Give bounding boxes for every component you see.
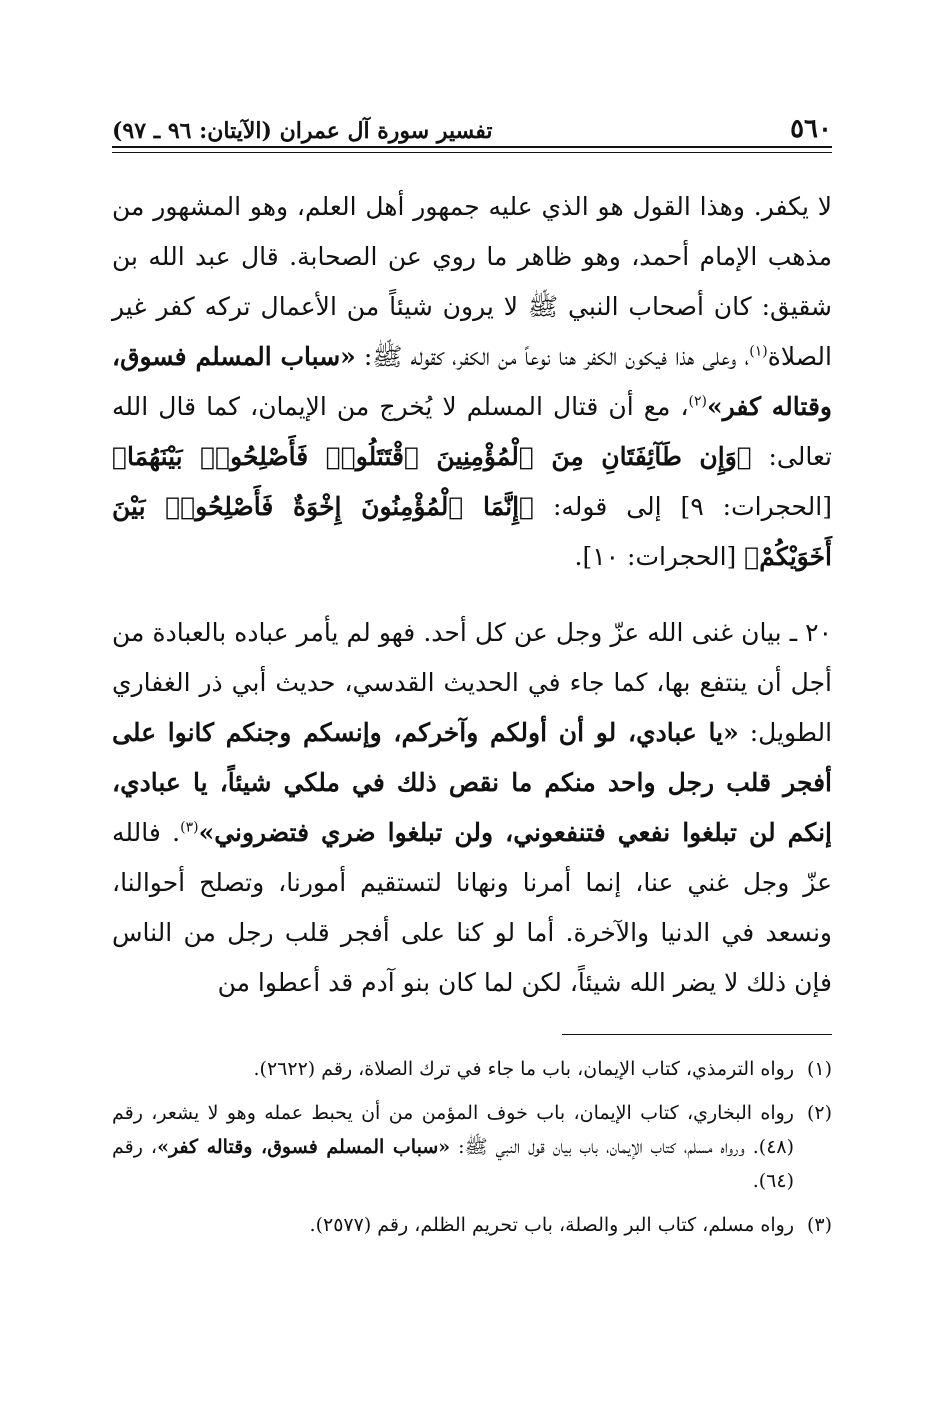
running-title: تفسير سورة آل عمران (الآيتان: ٩٦ ـ ٩٧) (112, 118, 493, 144)
text-span: ٢٠ ـ بيان غنى الله عزّ وجل عن كل أحد. فهو لم يأمر عباده بالعبادة من أجل أن ينتفع بها، كما جاء في الحديث القدسي، حديث أبي ذر الغفاري الطويل: (112, 618, 833, 747)
footnote-text: رواه مسلم، كتاب البر والصلة، باب تحريم الظلم، رقم (٢٥٧٧). (309, 1214, 794, 1236)
footnote-ref-2: (٢) (688, 393, 707, 410)
paragraph-2 (112, 608, 832, 1008)
footnote-separator (562, 1034, 832, 1035)
page-header (112, 104, 832, 144)
text-span: ، مع أن قتال المسلم لا يُخرج من الإيمان، كما قال الله تعالى: (112, 392, 832, 471)
footnote-number: (١) (806, 1058, 832, 1080)
hadith-quote: «سباب المسلم فسوق، وقتاله كفر» (157, 1136, 451, 1158)
paragraph-1 (112, 182, 832, 582)
footnote-2 (112, 1096, 832, 1198)
text-span: لا يكفر. وهذا القول هو الذي عليه جمهور أهل العلم، وهو المشهور من مذهب الإمام أحمد، وهو ظاهر ما روي عن الصحابة. قال عبد الله بن شقيق: كان أصحاب النبي ﷺ لا يرون شيئاً من الأعمال تركه كفر غير الصلاة (112, 192, 832, 371)
footnote-number: (٢) (806, 1102, 832, 1124)
page-number: ٥٦٠ (790, 114, 832, 144)
footnote-number: (٣) (806, 1214, 832, 1236)
text-span: ، رقم (٦٤). (112, 1136, 794, 1192)
quran-verse-2: ﴿إِنَّمَا ٱلْمُؤْمِنُونَ إِخْوَةٌ فَأَصْلِحُوا۟ بَيْنَ أَخَوَيْكُمْ﴾ (112, 492, 832, 571)
header-rule-thick (112, 146, 832, 148)
text-span: . فالله عزّ وجل غني عنا، إنما أمرنا ونهانا لتستقيم أمورنا، وتصلح أحوالنا، ونسعد في الدنيا والآخرة. أما لو كنا على أفجر قلب رجل من الناس فإن ذلك لا يضر الله شيئاً، لكن لما كان بنو آدم قد أعطوا من (112, 818, 832, 997)
footnote-text: رواه الترمذي، كتاب الإيمان، باب ما جاء في ترك الصلاة، رقم (٢٦٢٢). (253, 1058, 794, 1080)
footnote-ref-1: (١) (749, 343, 768, 360)
verse-citation-1: [الحجرات: ٩] إلى قوله: (534, 492, 832, 521)
hadith-qudsi-quote: «يا عبادي، لو أن أولكم وآخركم، وإنسكم وجنكم كانوا على أفجر قلب رجل واحد منكم ما نقص ذلك في ملكي شيئاً، يا عبادي، إنكم لن تبلغوا نفعي فتنفعوني، ولن تبلغوا ضري فتضروني» (112, 718, 832, 847)
main-text (112, 182, 832, 1008)
hadith-quote: «سباب المسلم فسوق، وقتاله كفر» (112, 342, 832, 421)
header-rule-thin (112, 152, 832, 153)
quran-verse-1: ﴿وَإِن طَآئِفَتَانِ مِنَ ٱلْمُؤْمِنِينَ ٱقْتَتَلُوا۟ فَأَصْلِحُوا۟ بَيْنَهُمَا﴾ (112, 442, 752, 471)
text-span: ، وعلى هذا فيكون الكفر هنا نوعاً من الكفر، كقوله ﷺ: (355, 342, 750, 371)
footnote-1 (112, 1052, 832, 1086)
footnote-3 (112, 1208, 832, 1242)
footnotes (112, 1052, 832, 1252)
text-span: رواه البخاري، كتاب الإيمان، باب خوف المؤمن من أن يحبط عمله وهو لا يشعر، رقم (٤٨). ورواه مسلم، كتاب الإيمان، باب بيان قول النبي ﷺ: (112, 1102, 795, 1158)
footnote-text (112, 1096, 794, 1198)
footnote-ref-3: (٣) (180, 819, 199, 836)
verse-citation-2: [الحجرات: ١٠]. (574, 542, 745, 571)
